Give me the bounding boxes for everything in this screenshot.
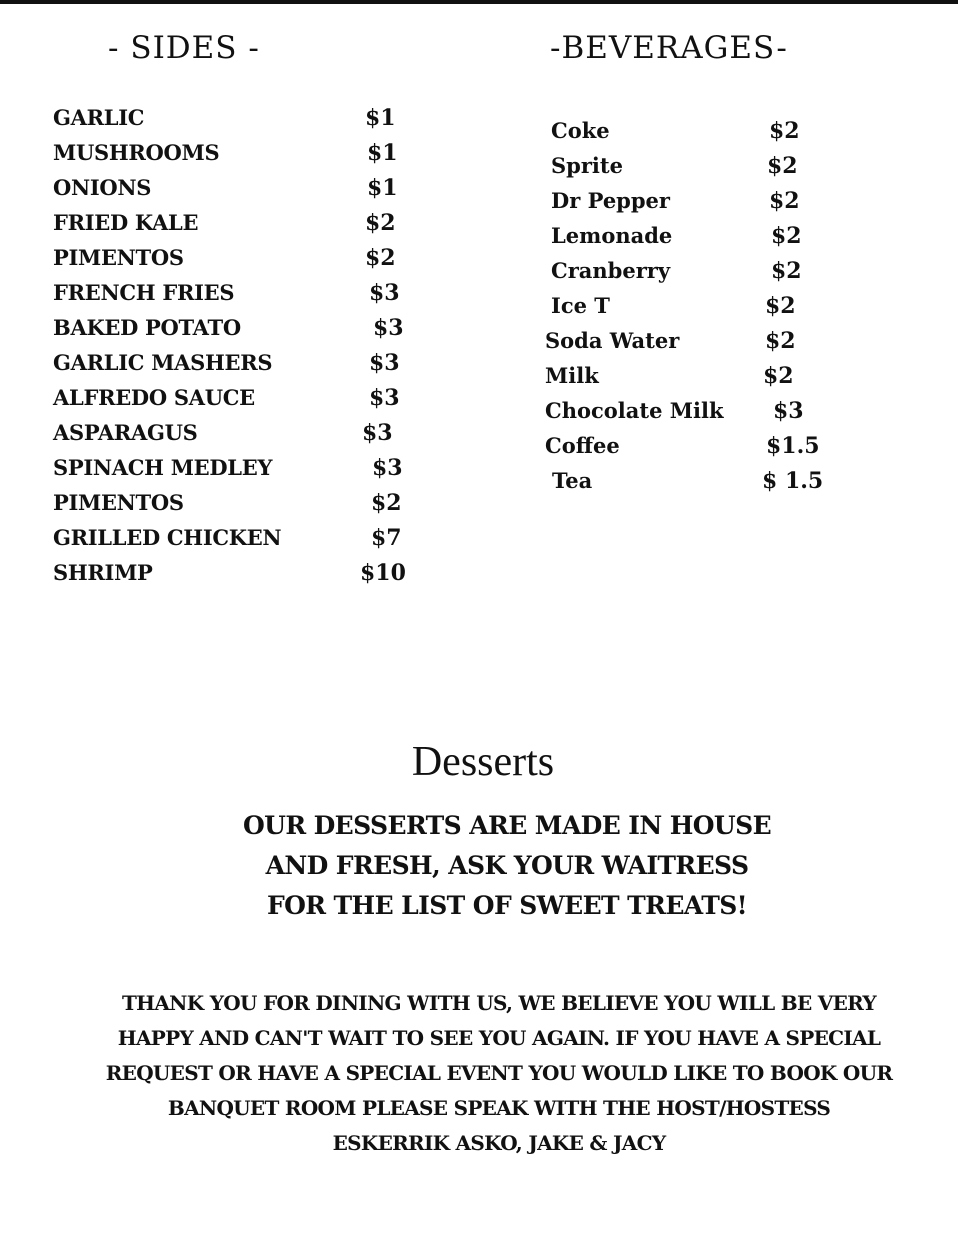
sides-item-name: ASPARAGUS [53, 420, 198, 445]
sides-heading: - SIDES - [108, 30, 260, 66]
sides-item-name: SPINACH MEDLEY [53, 455, 273, 480]
desserts-line: AND FRESH, ASK YOUR WAITRESS [265, 851, 749, 880]
closing-line: HAPPY AND CAN'T WAIT TO SEE YOU AGAIN. IF YOU HAVE A SPECIAL [117, 1026, 881, 1050]
sides-item-name: FRENCH FRIES [53, 280, 235, 305]
beverage-item-price: $3 [773, 398, 804, 424]
sides-item-name: FRIED KALE [53, 210, 199, 235]
sides-item-price: $3 [369, 350, 400, 376]
beverage-item-price: $2 [771, 258, 802, 284]
desserts-line: FOR THE LIST OF SWEET TREATS! [266, 891, 748, 920]
top-border [0, 0, 958, 4]
sides-item-name: PIMENTOS [53, 490, 184, 515]
beverage-item-name: Sprite [551, 153, 623, 178]
sides-item-price: $2 [365, 210, 396, 236]
sides-item-price: $1 [365, 105, 396, 131]
closing-line: THANK YOU FOR DINING WITH US, WE BELIEVE YOU WILL BE VERY [121, 991, 877, 1015]
sides-item-price: $7 [371, 525, 402, 551]
sides-item-price: $3 [369, 385, 400, 411]
beverage-item-price: $ 1.5 [762, 468, 824, 494]
desserts-heading: Desserts [411, 739, 555, 785]
sides-item-price: $1 [367, 175, 398, 201]
sides-item-name: GRILLED CHICKEN [53, 525, 282, 550]
sides-item-name: BAKED POTATO [53, 315, 241, 340]
beverage-item-price: $2 [769, 188, 800, 214]
sides-item-name: SHRIMP [53, 560, 153, 585]
sides-item-price: $1 [367, 140, 398, 166]
sides-item-name: ALFREDO SAUCE [53, 385, 255, 410]
closing-signature: ESKERRIK ASKO, JAKE & JACY [332, 1131, 666, 1155]
beverage-item-price: $2 [763, 363, 794, 389]
closing-note [0, 986, 958, 1161]
beverage-item-name: Ice T [551, 293, 610, 318]
sides-item-name: GARLIC [53, 105, 145, 130]
sides-item-price: $10 [360, 560, 406, 586]
beverage-item-name: Soda Water [545, 328, 680, 353]
beverages-heading: -BEVERAGES- [550, 30, 788, 66]
beverage-item-name: Coffee [545, 433, 620, 458]
beverage-item-price: $2 [765, 293, 796, 319]
sides-item-name: GARLIC MASHERS [53, 350, 273, 375]
closing-line: REQUEST OR HAVE A SPECIAL EVENT YOU WOULD LIKE TO BOOK OUR [105, 1061, 893, 1085]
beverage-item-price: $2 [771, 223, 802, 249]
beverage-item-name: Cranberry [551, 258, 671, 283]
beverage-item-name: Lemonade [551, 223, 673, 248]
desserts-line: OUR DESSERTS ARE MADE IN HOUSE [242, 811, 772, 840]
beverage-item-name: Dr Pepper [551, 188, 670, 213]
sides-item-name: PIMENTOS [53, 245, 184, 270]
beverage-item-price: $1.5 [766, 433, 820, 459]
beverage-item-price: $2 [765, 328, 796, 354]
sides-item-price: $3 [372, 455, 403, 481]
sides-item-name: MUSHROOMS [53, 140, 220, 165]
beverage-item-name: Tea [552, 468, 593, 493]
beverage-item-price: $2 [767, 153, 798, 179]
sides-item-name: ONIONS [53, 175, 152, 200]
beverage-item-price: $2 [769, 118, 800, 144]
desserts-description [0, 806, 958, 926]
sides-item-price: $3 [362, 420, 393, 446]
sides-item-price: $3 [373, 315, 404, 341]
sides-item-price: $2 [365, 245, 396, 271]
beverage-item-name: Chocolate Milk [545, 398, 724, 423]
beverage-item-name: Coke [551, 118, 610, 143]
beverage-item-name: Milk [545, 363, 599, 388]
sides-item-price: $2 [371, 490, 402, 516]
closing-line: BANQUET ROOM PLEASE SPEAK WITH THE HOST/HOSTESS [167, 1096, 831, 1120]
sides-item-price: $3 [369, 280, 400, 306]
